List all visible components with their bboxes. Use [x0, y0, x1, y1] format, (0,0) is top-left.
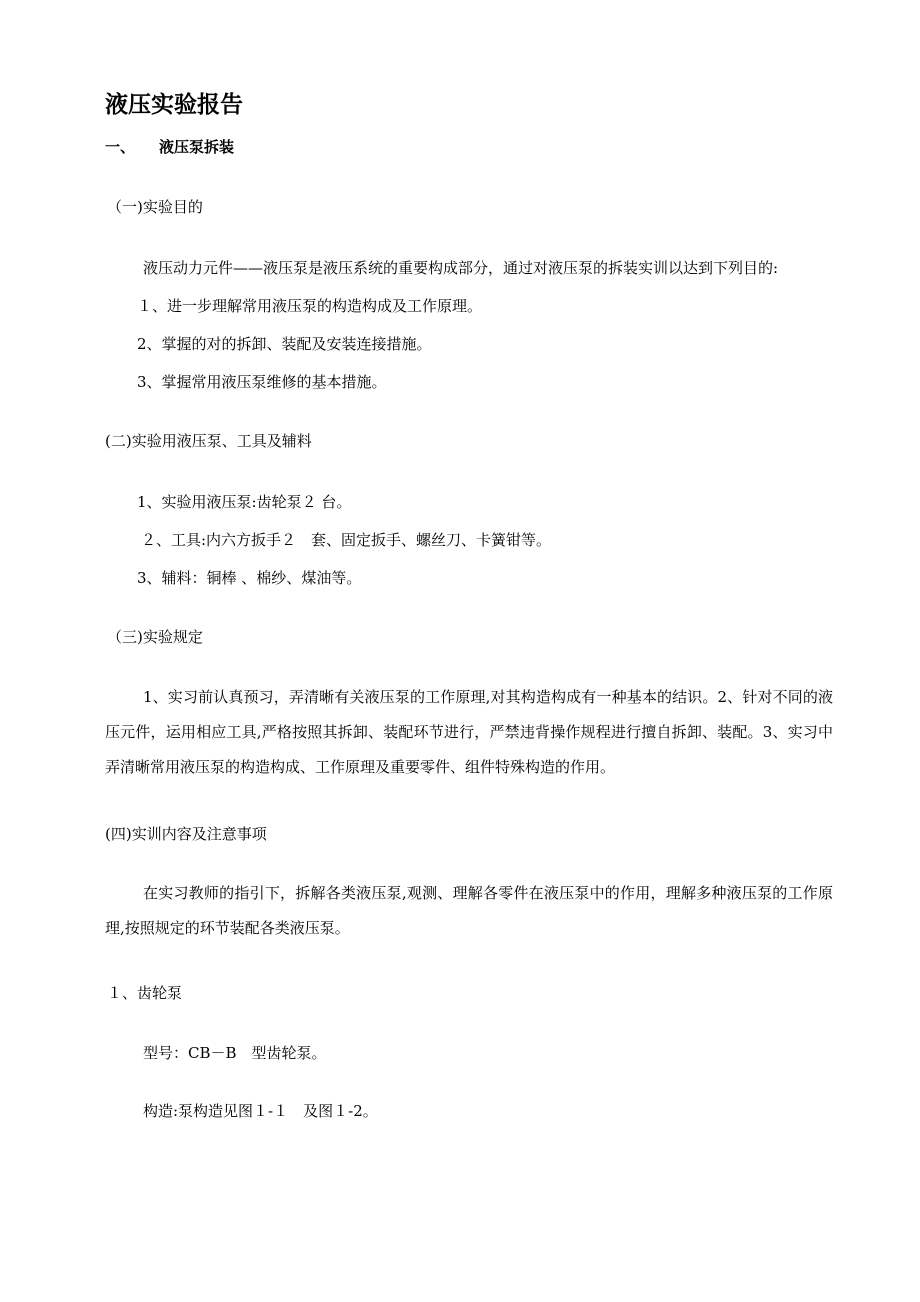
tools-item-1: 1、实验用液压泵:齿轮泵２ 台。	[137, 493, 352, 511]
purpose-item-1: １、进一步理解常用液压泵的构造构成及工作原理。	[137, 297, 483, 315]
tools-item-3: 3、辅料：铜棒 、棉纱、煤油等。	[137, 569, 362, 587]
section-title: 液压泵拆装	[159, 138, 235, 156]
subheading-requirements: （三)实验规定	[107, 628, 203, 646]
gear-pump-structure: 构造:泵构造见图１-１ 及图１-2。	[143, 1102, 378, 1120]
tools-item-2: ２、工具:内六方扳手２ 套、固定扳手、螺丝刀、卡簧钳等。	[141, 531, 552, 549]
page-title: 液压实验报告	[105, 92, 243, 118]
gear-pump-model: 型号：CB－B 型齿轮泵。	[143, 1044, 327, 1062]
subheading-experiment-purpose: （一)实验目的	[107, 198, 203, 216]
section-number: 一、	[105, 138, 136, 156]
purpose-item-2: 2、掌握的对的拆卸、装配及安装连接措施。	[137, 335, 432, 353]
requirements-paragraph: 1、实习前认真预习，弄清晰有关液压泵的工作原理,对其构造构成有一种基本的结识。2、针对不同的液压元件，运用相应工具,严格按照其拆卸、装配环节进行，严禁违背操作规程进行擅自拆卸、装配。3、实习中弄清晰常用液压泵的构造构成、工作原理及重要零件、组件特殊构造的作用。	[105, 688, 833, 776]
subheading-pumps-tools: (二)实验用液压泵、工具及辅料	[105, 432, 312, 450]
section-heading-pump-disassembly	[105, 137, 234, 157]
training-content-paragraph: 在实习教师的指引下，拆解各类液压泵,观测、理解各零件在液压泵中的作用，理解多种液压泵的工作原理,按照规定的环节装配各类液压泵。	[105, 884, 833, 937]
purpose-intro: 液压动力元件——液压泵是液压系统的重要构成部分，通过对液压泵的拆装实训以达到下列目的:	[143, 259, 779, 277]
purpose-item-3: 3、掌握常用液压泵维修的基本措施。	[137, 373, 387, 391]
subheading-training-content: (四)实训内容及注意事项	[105, 825, 267, 843]
subheading-gear-pump: １、齿轮泵	[107, 984, 183, 1002]
